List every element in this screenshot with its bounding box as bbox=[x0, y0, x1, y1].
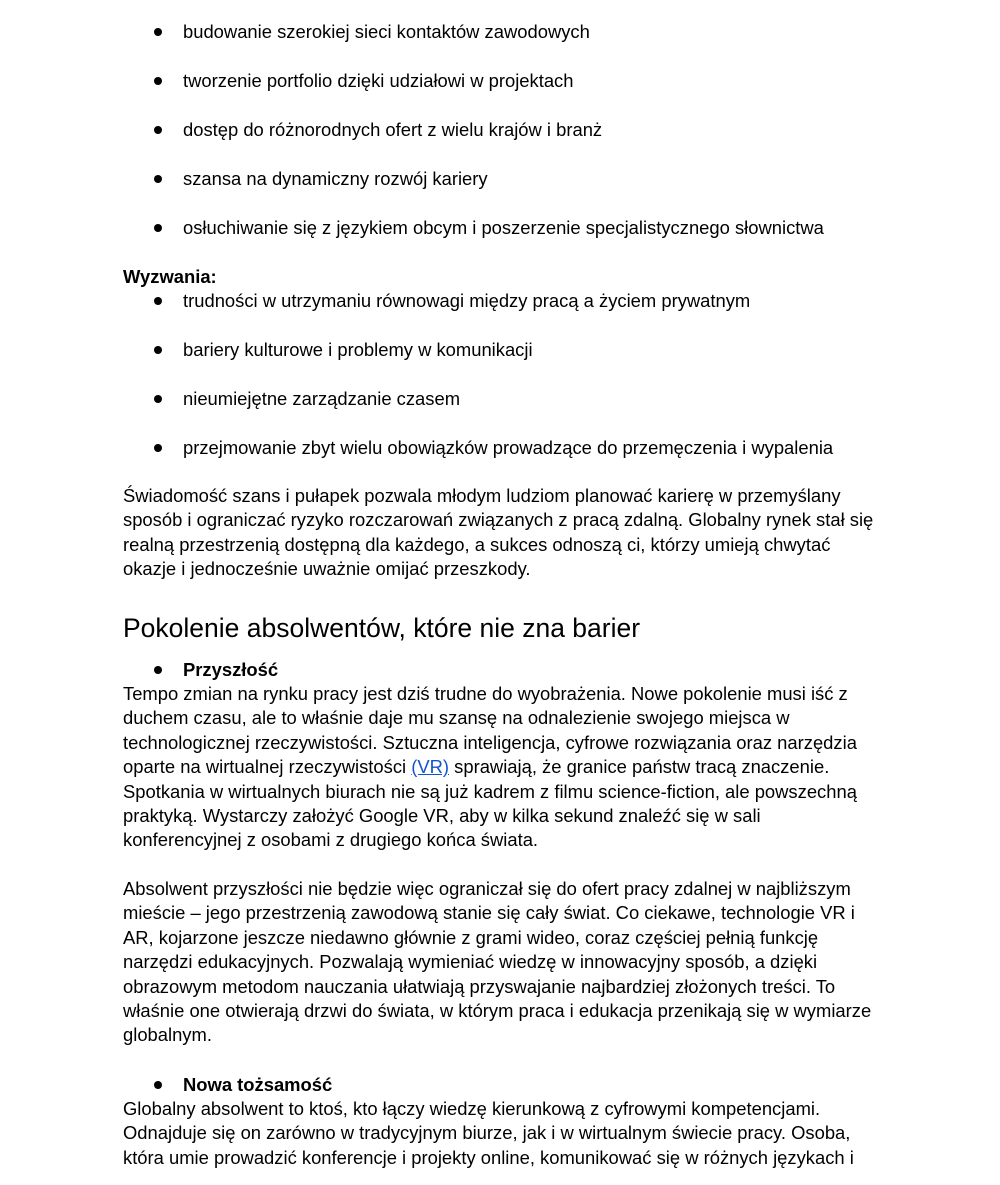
bullet-icon bbox=[154, 666, 162, 674]
paragraph-line: AR, kojarzone jeszcze niedawno głównie z grami wideo, coraz częściej pełnią funkcję bbox=[123, 926, 819, 948]
summary-paragraph bbox=[123, 484, 873, 582]
paragraph-line: Świadomość szans i pułapek pozwala młodym ludziom planować karierę w przemyślany bbox=[123, 485, 841, 506]
link-line-prefix: oparte na wirtualnej rzeczywistości bbox=[123, 756, 412, 778]
paragraph-line: Odnajduje się on zarówno w tradycyjnym biurze, jak i w wirtualnym świecie pracy. Osoba, bbox=[123, 1122, 851, 1144]
bullet-icon bbox=[154, 1081, 162, 1089]
bullet-icon bbox=[154, 444, 162, 452]
paragraph-line: Globalny absolwent to ktoś, kto łączy wiedzę kierunkową z cyfrowymi kompetencjami. bbox=[123, 1098, 821, 1119]
paragraph-line: Absolwent przyszłości nie będzie więc ograniczał się do ofert pracy zdalnej w najbliższym bbox=[123, 878, 851, 899]
paragraph-line: sposób i ograniczać ryzyko rozczarowań związanych z pracą zdalną. Globalny rynek stał się bbox=[123, 509, 874, 531]
paragraph-line-with-link bbox=[123, 755, 857, 779]
paragraph-line: konferencyjnej z osobami z drugiego końca świata. bbox=[123, 829, 539, 851]
paragraph-line: duchem czasu, ale to właśnie daje mu szansę na odnalezienie swojego miejsca w bbox=[123, 707, 790, 729]
paragraph-line: mieście – jego przestrzenią zawodową stanie się cały świat. Co ciekawe, technologie VR i bbox=[123, 902, 855, 924]
paragraph-line: realną przestrzenią dostępną dla każdego, a sukces odnoszą ci, którzy umieją chwytać bbox=[123, 533, 831, 555]
bullet-icon bbox=[154, 77, 162, 85]
future-paragraph-2 bbox=[123, 877, 871, 1048]
future-paragraph-1 bbox=[123, 682, 857, 853]
paragraph-line: narzędzi edukacyjnych. Pozwalają wymieniać wiedzę w innowacyjny sposób, a dzięki bbox=[123, 951, 818, 973]
link-line-suffix: sprawiają, że granice państw tracą znaczenie. bbox=[449, 756, 830, 778]
subsection-title-text: Przyszłość bbox=[183, 659, 279, 680]
list-item-text: osłuchiwanie się z językiem obcym i poszerzenie specjalistycznego słownictwa bbox=[183, 217, 824, 238]
list-item-text: nieumiejętne zarządzanie czasem bbox=[183, 388, 461, 409]
identity-paragraph-1 bbox=[123, 1097, 854, 1170]
list-item-text: przejmowanie zbyt wielu obowiązków prowadzące do przemęczenia i wypalenia bbox=[183, 437, 834, 458]
bullet-icon bbox=[154, 28, 162, 36]
subsection-title-text: Nowa tożsamość bbox=[183, 1074, 333, 1095]
bullet-icon bbox=[154, 395, 162, 403]
bullet-icon bbox=[154, 175, 162, 183]
paragraph-line: która umie prowadzić konferencje i projekty online, komunikować się w różnych językach i bbox=[123, 1146, 854, 1168]
list-item-text: budowanie szerokiej sieci kontaktów zawodowych bbox=[183, 21, 590, 42]
paragraph-line: Tempo zmian na rynku pracy jest dziś trudne do wyobrażenia. Nowe pokolenie musi iść z bbox=[123, 683, 848, 704]
section-heading: Pokolenie absolwentów, które nie zna barier bbox=[123, 613, 641, 643]
list-item-text: dostęp do różnorodnych ofert z wielu krajów i branż bbox=[183, 119, 603, 140]
bullet-icon bbox=[154, 297, 162, 305]
list-item-text: trudności w utrzymaniu równowagi między pracą a życiem prywatnym bbox=[183, 290, 751, 311]
paragraph-line: technologicznej rzeczywistości. Sztuczna inteligencja, cyfrowe rozwiązania oraz narzędzia bbox=[123, 731, 857, 753]
bullet-icon bbox=[154, 224, 162, 232]
list-item-text: szansa na dynamiczny rozwój kariery bbox=[183, 168, 488, 189]
paragraph-line: Spotkania w wirtualnych biurach nie są już kadrem z filmu science-fiction, ale powszechną bbox=[123, 780, 857, 802]
vr-link[interactable]: (VR) bbox=[411, 756, 450, 778]
paragraph-line: praktyką. Wystarczy założyć Google VR, aby w kilka sekund znaleźć się w sali bbox=[123, 805, 761, 827]
paragraph-line: obrazowym metodom nauczania ułatwiają przyswajanie najbardziej złożonych treści. To bbox=[123, 975, 836, 997]
challenges-label: Wyzwania: bbox=[123, 266, 217, 287]
paragraph-line: globalnym. bbox=[123, 1024, 212, 1046]
bullet-icon bbox=[154, 126, 162, 134]
bullet-icon bbox=[154, 346, 162, 354]
paragraph-line: właśnie one otwierają drzwi do świata, w którym praca i edukacja przenikają się w wymiarze bbox=[123, 1000, 872, 1022]
paragraph-line: okazje i jednocześnie uważnie omijać przeszkody. bbox=[123, 558, 531, 580]
list-item-text: tworzenie portfolio dzięki udziałowi w projektach bbox=[183, 70, 574, 91]
list-item-text: bariery kulturowe i problemy w komunikacji bbox=[183, 339, 533, 360]
